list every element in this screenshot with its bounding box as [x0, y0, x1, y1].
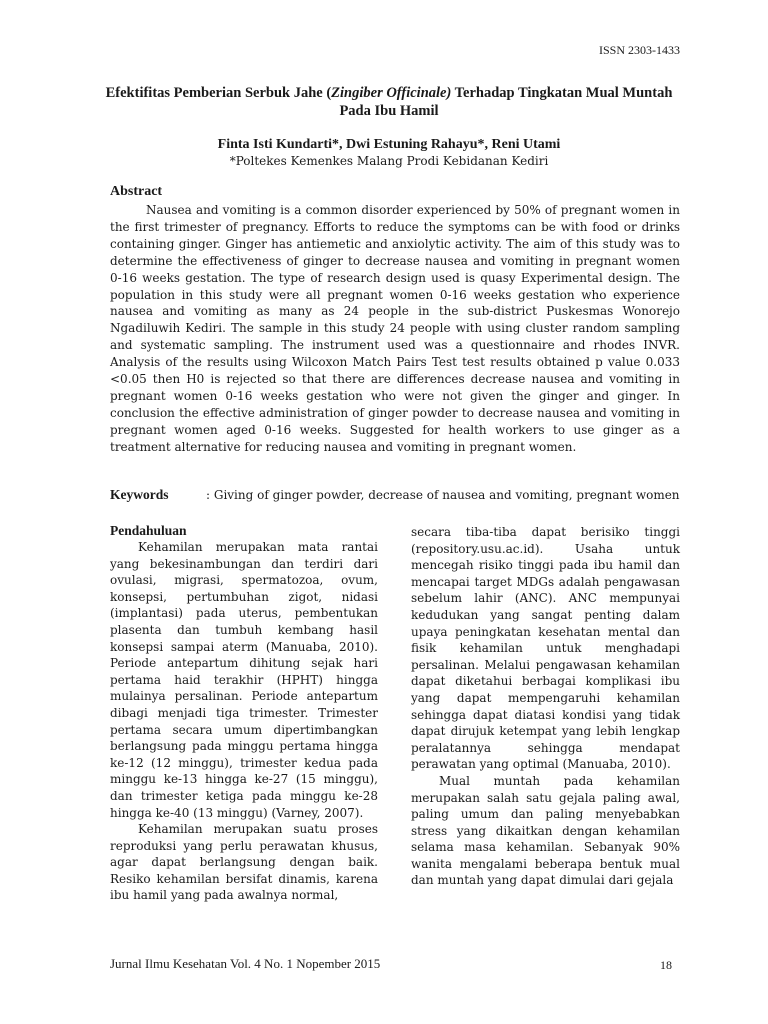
- abstract-heading: Abstract: [110, 184, 163, 199]
- keywords: [110, 487, 680, 503]
- paragraph: Mual muntah pada kehamilan merupakan salah satu gejala paling awal, paling umum dan paling menyebabkan stress yang dikaitkan dengan kehamilan selama masa kehamilan. Sebanyak 90% wanita mengalami beberapa bentuk mual dan muntah yang dapat dimulai dari gejala: [411, 773, 680, 888]
- affiliation: *Poltekes Kemenkes Malang Prodi Kebidanan Kediri: [229, 154, 549, 168]
- page-number: 18: [660, 958, 672, 972]
- abstract-text: Nausea and vomiting is a common disorder experienced by 50% of pregnant women in the first trimester of pregnancy. Efforts to reduce the symptoms can be with food or drinks containing ginger. Ginger has antiemetic and anxiolytic activity. The aim of this study was to determine the effectiveness of ginger to decrease nausea and vomiting in pregnant women 0-16 weeks gestation. The type of research design used is quasy Experimental design. The population in this study were all pregnant women 0-16 weeks gestation who experience nausea and vomiting as many as 24 people in the sub-district Puskesmas Wonorejo Ngadiluwih Kediri. The sample in this study 24 people with using cluster random sampling and systematic sampling. The instrument used was a questionnaire and rhodes INVR. Analysis of the results using Wilcoxon Match Pairs Test test results obtained p value 0.033 <0.05 then H0 is rejected so that there are differences decrease nausea and vomiting in pregnant women 0-16 weeks gestation who were not given the ginger and ginger. In conclusion the effective administration of ginger powder to decrease nausea and vomiting in pregnant women aged 0-16 weeks. Suggested for health workers to use ginger as a treatment alternative for reducing nausea and vomiting in pregnant women.: [110, 203, 680, 454]
- paragraph: Kehamilan merupakan mata rantai yang bekesinambungan dan terdiri dari ovulasi, migrasi, spermatozoa, ovum, konsepsi, pertumbuhan zigot, nidasi (implantasi) pada uterus, pembentukan plasenta dan tumbuh kembang hasil konsepsi sampai aterm (Manuaba, 2010). Periode antepartum dihitung sejak hari pertama haid terakhir (HPHT) hingga mulainya persalinan. Periode antepartum dibagi menjadi tiga trimester. Trimester pertama secara umum dipertimbangkan berlangsung pada minggu pertama hingga ke-12 (12 minggu), trimester kedua pada minggu ke-13 hingga ke-27 (15 minggu), dan trimester ketiga pada minggu ke-28 hingga ke-40 (13 minggu) (Varney, 2007).: [110, 540, 378, 820]
- paragraph: secara tiba-tiba dapat berisiko tinggi (repository.usu.ac.id). Usaha untuk mencegah risiko tinggi pada ibu hamil dan mencapai target MDGs adalah pengawasan sebelum lahir (ANC). ANC mempunyai kedudukan yang sangat penting dalam upaya peningkatan kesehatan mental dan fisik kehamilan untuk menghadapi persalinan. Melalui pengawasan kehamilan dapat diketahui berbagai komplikasi ibu yang dapat mempengaruhi kehamilan sehingga dapat diatasi kondisi yang tidak dapat dirujuk ketempat yang lebih lengkap peralatannya sehingga mendapat perawatan yang optimal (Manuaba, 2010).: [411, 525, 680, 772]
- keywords-label: Keywords: [110, 487, 169, 502]
- title-part-1: Efektifitas Pemberian Serbuk Jahe (: [105, 85, 332, 101]
- keywords-text: : Giving of ginger powder, decrease of nausea and vomiting, pregnant women: [206, 488, 680, 502]
- title-part-2: Terhadap Tingkatan Mual Muntah Pada Ibu Hamil: [339, 85, 673, 119]
- left-column: [110, 522, 378, 904]
- section-heading-pendahuluan: Pendahuluan: [110, 523, 187, 538]
- article-title: [100, 84, 678, 120]
- authors: Finta Isti Kundarti*, Dwi Estuning Rahayu*, Reni Utami: [217, 137, 561, 152]
- right-column: [411, 524, 680, 889]
- title-italic-part: Zingiber Officinale): [331, 85, 452, 101]
- issn-label: ISSN 2303-1433: [598, 43, 680, 57]
- journal-footer: Jurnal Ilmu Kesehatan Vol. 4 No. 1 Nopember 2015: [110, 956, 381, 971]
- paragraph: Kehamilan merupakan suatu proses reproduksi yang perlu perawatan khusus, agar dapat berlangsung dengan baik. Resiko kehamilan bersifat dinamis, karena ibu hamil yang pada awalnya normal,: [110, 822, 378, 903]
